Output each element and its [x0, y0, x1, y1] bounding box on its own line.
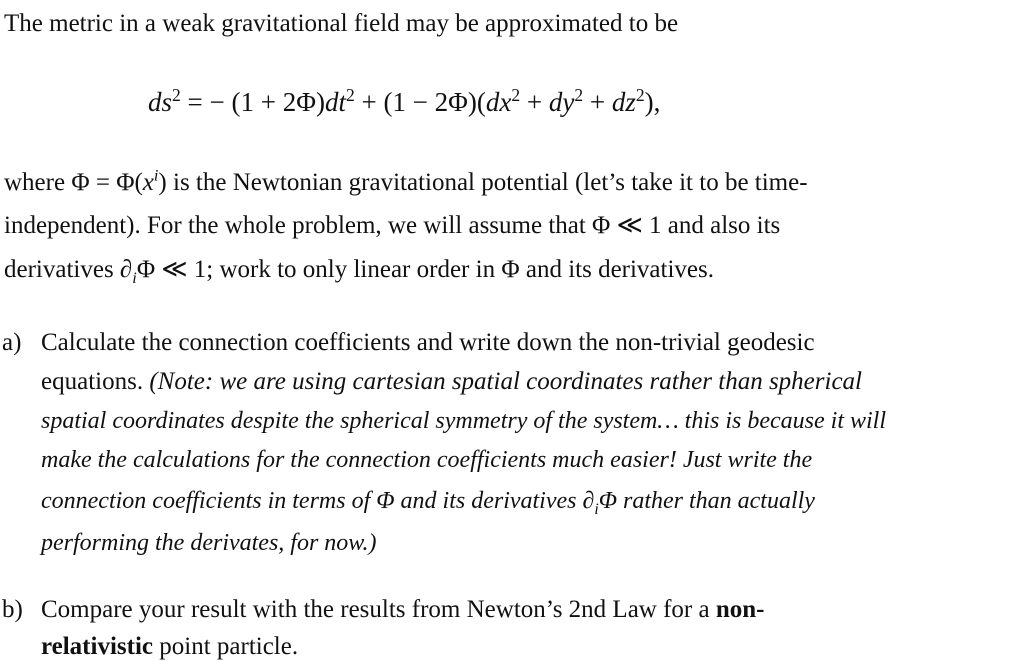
eq-dy-sup: 2 — [574, 85, 584, 105]
where-l1-a: where Φ = Φ( — [4, 169, 143, 196]
part-a-l5-a: connection coefficients in terms of Φ and its derivatives ∂ — [41, 488, 595, 514]
eq-dt-sup: 2 — [345, 85, 355, 105]
eq-ds: ds — [148, 87, 173, 117]
part-a-line-4: make the calculations for the connection coefficients much easier! Just write the — [41, 447, 813, 473]
part-a-line-5 — [41, 486, 815, 516]
part-a-line-3: spatial coordinates despite the spherical symmetry of the system… this is because it will — [41, 408, 887, 434]
part-b-l2-a: relativistic — [41, 633, 153, 660]
eq-equals: = − (1 + 2Φ) — [180, 87, 325, 117]
part-a-line-2 — [41, 367, 862, 397]
part-a-l2-b: (Note: we are using cartesian spatial coordinates rather than spherical — [149, 368, 862, 395]
where-line-2: independent). For the whole problem, we will assume that Φ ≪ 1 and also its — [4, 212, 781, 239]
where-l1-b: ) is the Newtonian gravitational potential (let’s take it to be time- — [158, 169, 808, 196]
eq-dz-sup: 2 — [635, 85, 645, 105]
part-b-label: b) — [2, 596, 23, 623]
eq-dy: dy — [548, 87, 575, 117]
intro-line: The metric in a weak gravitational field may be approximated to be — [4, 10, 679, 37]
part-a-line-6: performing the derivates, for now.) — [41, 530, 377, 556]
part-b-l2-b: point particle. — [153, 633, 299, 660]
eq-dx: dx — [485, 87, 512, 117]
part-b-l1-a: Compare your result with the results from Newton’s 2nd Law for a — [41, 596, 716, 623]
where-l1-xsup: i — [153, 166, 159, 185]
where-l1-x: x — [142, 169, 154, 196]
part-a-label: a) — [2, 329, 22, 356]
eq-plus2: + — [583, 87, 612, 117]
eq-dx-sup: 2 — [511, 85, 521, 105]
eq-mid: + (1 − 2Φ)( — [354, 87, 486, 117]
where-line-1 — [4, 168, 808, 198]
eq-ds-sup: 2 — [172, 85, 181, 105]
where-l3-a: derivatives ∂ — [4, 256, 133, 283]
where-line-3 — [4, 255, 714, 285]
part-a-line-1: Calculate the connection coefficients and write down the non-trivial geodesic — [41, 329, 815, 356]
where-l3-sub: i — [132, 269, 137, 287]
part-b-line-1 — [41, 595, 765, 625]
where-l3-b: Φ ≪ 1; work to only linear order in Φ and its derivatives. — [136, 256, 714, 283]
part-a-l2-a: equations. — [41, 368, 150, 395]
eq-plus1: + — [520, 87, 549, 117]
part-b-l1-b: non- — [715, 596, 765, 623]
part-a-l5-b: Φ rather than actually — [598, 488, 815, 514]
metric-equation — [148, 86, 660, 118]
part-b-line-2 — [41, 632, 298, 662]
part-a-l5-sub: i — [594, 500, 599, 518]
eq-end: ), — [644, 87, 661, 117]
eq-dz: dz — [611, 87, 636, 117]
eq-dt: dt — [324, 87, 346, 117]
